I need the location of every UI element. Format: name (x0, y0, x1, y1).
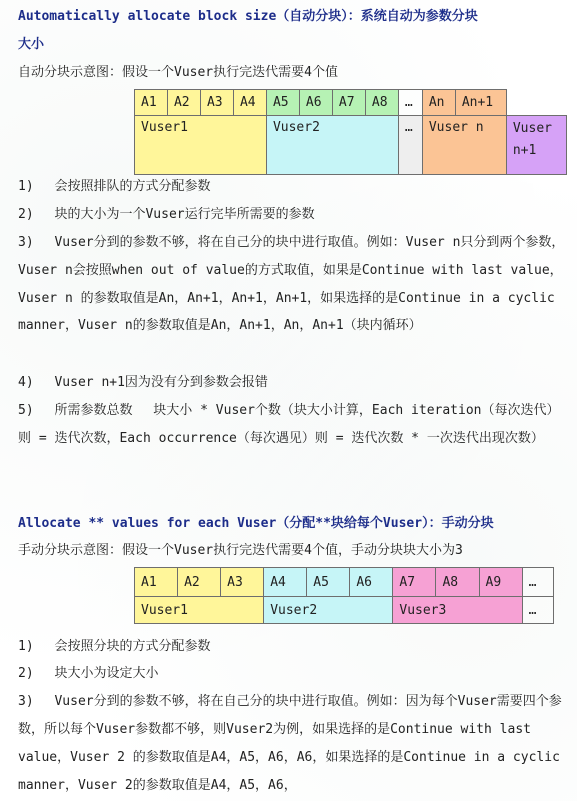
value-cell: A1 (135, 90, 168, 116)
value-cell: A8 (436, 568, 479, 597)
vuser-cell: Vuser2 (266, 116, 398, 175)
value-row (135, 90, 567, 116)
vuser-cell: Vuser1 (135, 116, 267, 175)
value-cell: A7 (393, 568, 436, 597)
value-cell: A6 (350, 568, 393, 597)
value-cell: A5 (266, 90, 299, 116)
section2-title: Allocate ** values for each Vuser（分配**块给每个Vuser）：手动分块 (18, 516, 494, 531)
ellipsis-cell: … (398, 116, 422, 175)
empty-cell (506, 90, 566, 116)
value-cell: A1 (135, 568, 178, 597)
auto-block-table (134, 89, 567, 175)
value-cell: An (422, 90, 455, 116)
value-cell: An+1 (455, 90, 506, 116)
vuser-cell: Vuser2 (264, 597, 393, 624)
value-cell: A3 (221, 568, 264, 597)
section2-intro: 手动分块示意图：假设一个Vuser执行完迭代需要4个值，手动分块块大小为3 (18, 543, 463, 558)
vuser-cell (506, 116, 566, 175)
ellipsis-cell: … (522, 597, 553, 624)
section1-item-4: 4) Vuser n+1因为没有分到参数会报错 (18, 375, 268, 390)
section1-title-line1: Automatically allocate block size（自动分块）：系统自动为参数分块 (18, 9, 478, 24)
value-cell: A7 (332, 90, 365, 116)
value-cell: A5 (307, 568, 350, 597)
value-cell: A2 (167, 90, 200, 116)
section1-title-line2: 大小 (18, 37, 45, 52)
vuser-row (135, 116, 567, 175)
section1-item-1: 1) 会按照排队的方式分配参数 (18, 179, 211, 194)
vuser-cell: Vuser1 (135, 597, 264, 624)
ellipsis-cell: … (398, 90, 422, 116)
value-cell: A3 (200, 90, 233, 116)
vuser-cell: Vuser3 (393, 597, 522, 624)
value-cell: A6 (299, 90, 332, 116)
section2-item-1: 1) 会按照分块的方式分配参数 (18, 639, 211, 654)
ellipsis-cell: … (522, 568, 553, 597)
section1-item-3: 3) Vuser分到的参数不够，将在自己分的块中进行取值。例如：Vuser n只分到两个参数，Vuser n会按照when out of value的方式取值，如果是Continue with last value，Vuser n 的参数取值是An，An+1，An+1，An+1，如果选择的是Continue in a cyclic manner，Vuser n的参数取值是An，An+1，An，An+1（块内循环） (18, 235, 565, 334)
vuser-row (135, 597, 554, 624)
value-cell: A4 (264, 568, 307, 597)
vuser-label-line2: n+1 (512, 143, 537, 158)
section1-item-5: 5) 所需参数总数 块大小 * Vuser个数（块大小计算，Each iteration（每次迭代）则 = 迭代次数，Each occurrence（每次遇见）则 = 迭代次数 * 一次迭代出现次数） (18, 403, 560, 446)
vuser-cell: Vuser n (422, 116, 506, 175)
value-cell: A2 (178, 568, 221, 597)
section2-item-2: 2) 块大小为设定大小 (18, 666, 159, 681)
section1-intro: 自动分块示意图：假设一个Vuser执行完迭代需要4个值 (18, 65, 338, 80)
value-cell: A9 (479, 568, 522, 597)
manual-block-table (134, 567, 554, 624)
value-row (135, 568, 554, 597)
section2-item-3: 3) Vuser分到的参数不够，将在自己分的块中进行取值。例如：因为每个Vuser需要四个参数，所以每个Vuser参数都不够，则Vuser2为例，如果选择的是Continue with last value，Vuser 2 的参数取值是A4，A5，A6，A6，如果选择的是Continue in a cyclic manner，Vuser 2的参数取值是A4，A5，A6， (18, 694, 562, 793)
value-cell: A8 (365, 90, 398, 116)
vuser-label-line1: Vuser (512, 121, 552, 136)
section1-item-2: 2) 块的大小为一个Vuser运行完毕所需要的参数 (18, 207, 315, 222)
value-cell: A4 (233, 90, 266, 116)
